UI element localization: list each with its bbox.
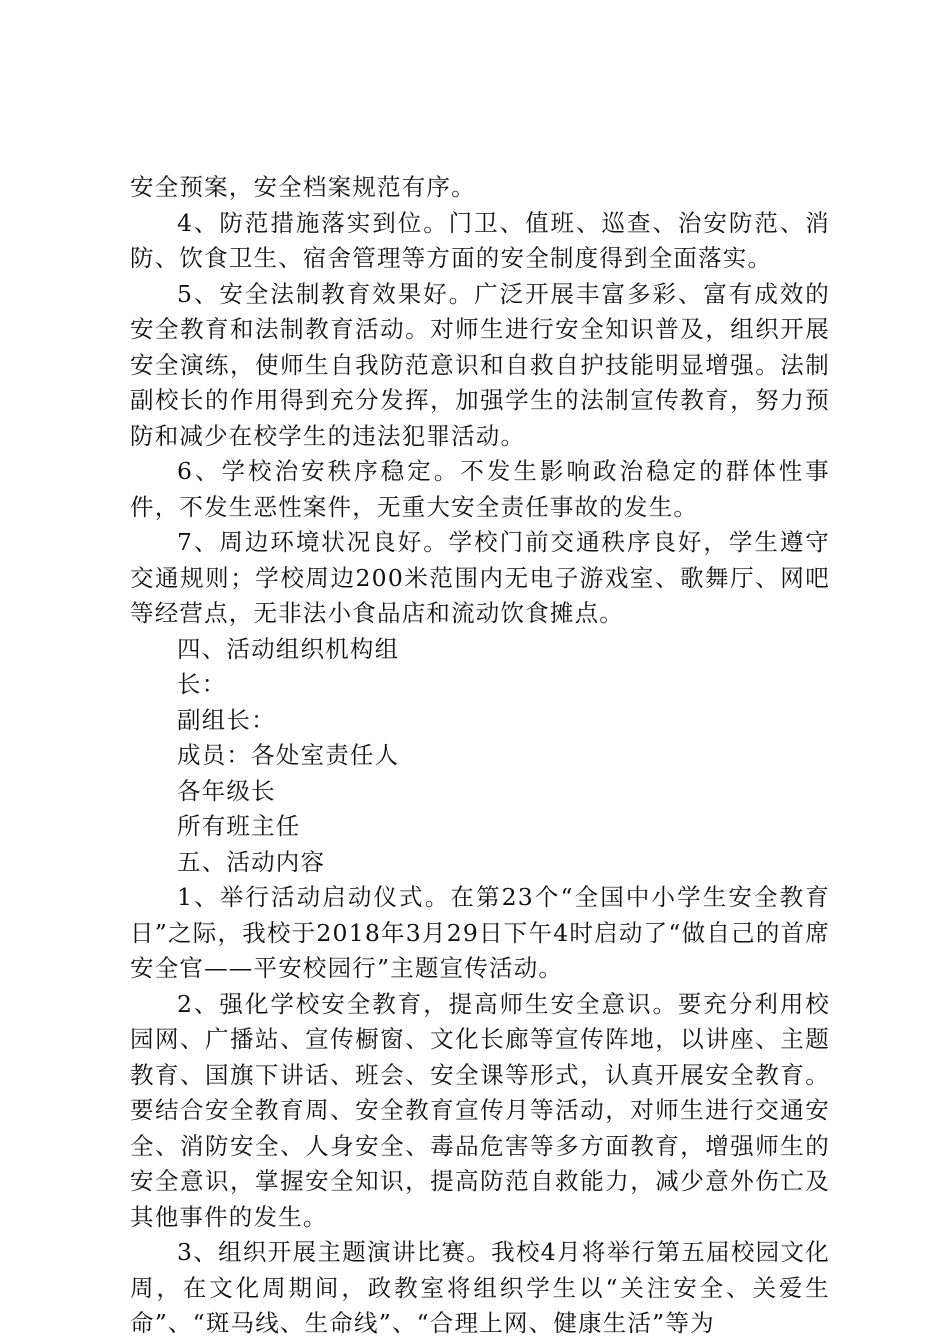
section-heading-activities: 五、活动内容 <box>177 847 326 876</box>
section-heading-organization: 四、活动组织机构组 <box>177 634 400 663</box>
paragraph-item-5: 5、安全法制教育效果好。广泛开展丰富多彩、富有成效的安全教育和法制教育活动。对师生进行安全知识普及，组织开展安全演练，使师生自我防范意识和自救自护技能明显增强。法制副校长的作用得到充分发挥，加强学生的法制宣传教育，努力预防和减少在校学生的违法犯罪活动。 <box>130 279 830 450</box>
org-grade-leaders-line: 各年级长 <box>177 776 276 805</box>
org-class-teachers-line: 所有班主任 <box>177 812 301 840</box>
paragraph-activity-1: 1、举行活动启动仪式。在第23个“全国中小学生安全教育日”之际，我校于2018年3月29日下午4时启动了“做自己的首席安全官——平安校园行”主题宣传活动。 <box>130 883 830 982</box>
paragraph-safety-plans: 安全预案，安全档案规范有序。 <box>130 173 476 201</box>
org-members-line: 成员：各处室责任人 <box>177 741 400 769</box>
org-leader-line: 长： <box>177 670 227 698</box>
org-deputy-leader-line: 副组长： <box>177 705 276 734</box>
paragraph-activity-3: 3、组织开展主题演讲比赛。我校4月将举行第五届校园文化周，在文化周期间，政教室将组织学生以“关注安全、关爱生命”、“斑马线、生命线”、“合理上网、健康生活”等为 <box>130 1238 830 1337</box>
paragraph-item-6: 6、学校治安秩序稳定。不发生影响政治稳定的群体性事件，不发生恶性案件，无重大安全责任事故的发生。 <box>130 457 830 521</box>
paragraph-item-7: 7、周边环境状况良好。学校门前交通秩序良好，学生遵守交通规则；学校周边200米范围内无电子游戏室、歌舞厅、网吧等经营点，无非法小食品店和流动饮食摊点。 <box>130 528 830 627</box>
document-body <box>130 170 830 1342</box>
paragraph-item-4: 4、防范措施落实到位。门卫、值班、巡查、治安防范、消防、饮食卫生、宿舍管理等方面的安全制度得到全面落实。 <box>130 208 830 272</box>
paragraph-activity-2: 2、强化学校安全教育，提高师生安全意识。要充分利用校园网、广播站、宣传橱窗、文化长廊等宣传阵地，以讲座、主题教育、国旗下讲话、班会、安全课等形式，认真开展安全教育。要结合安全教育周、安全教育宣传月等活动，对师生进行交通安全、消防安全、人身安全、毒品危害等多方面教育，增强师生的安全意识，掌握安全知识，提高防范自救能力，减少意外伤亡及其他事件的发生。 <box>130 989 830 1231</box>
